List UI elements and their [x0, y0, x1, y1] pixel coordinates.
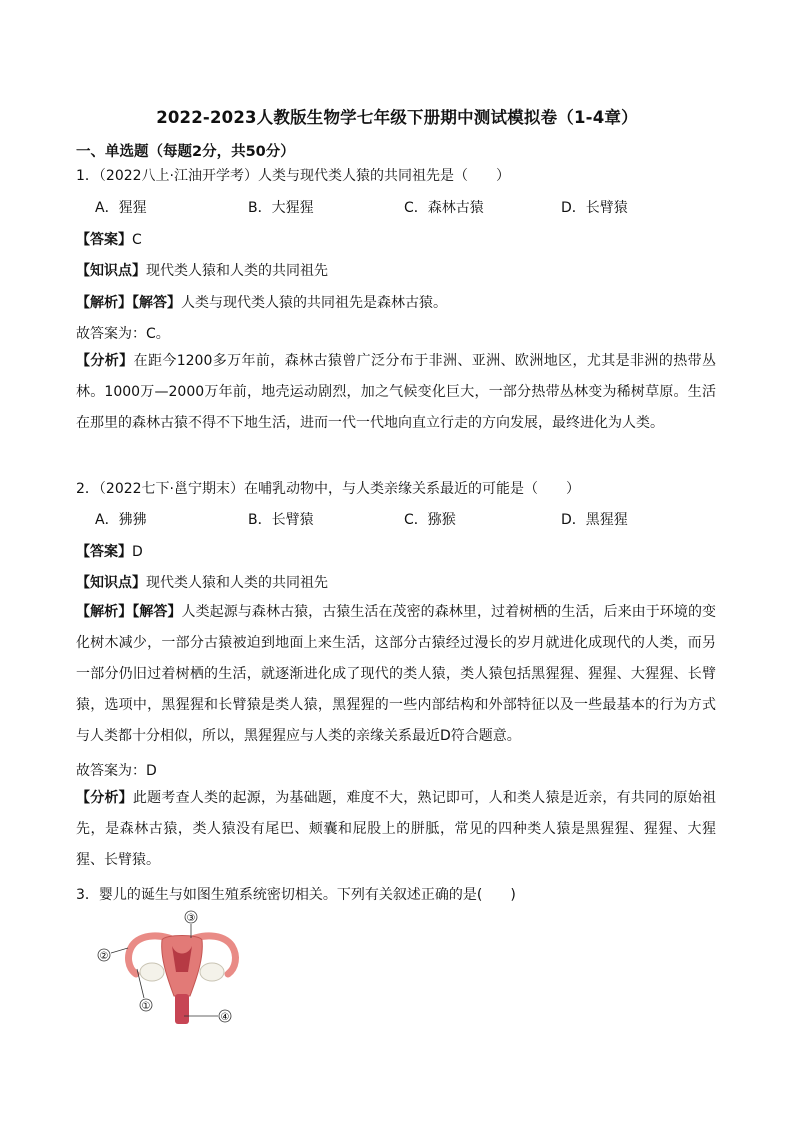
section-heading: 一、单选题（每题2分，共50分） — [76, 144, 295, 160]
answer-label: 【答案】 — [76, 232, 132, 248]
q2-conclusion: 故答案为：D — [76, 763, 157, 779]
page-title: 2022-2023人教版生物学七年级下册期中测试模拟卷（1-4章） — [156, 108, 638, 127]
comment-text: 此题考查人类的起源，为基础题，难度不大，熟记即可，人和类人猿是近亲，有共同的原始祖先，是森林古猿，类人猿没有尾巴、颊囊和屁股上的胼胝，常见的四种类人猿是黑猩猩、猩猩、大猩猩、长臂猿。 — [76, 790, 717, 868]
knowledge-label: 【知识点】 — [76, 263, 146, 279]
q2-comment — [76, 783, 716, 876]
knowledge-text: 现代类人猿和人类的共同祖先 — [146, 263, 328, 279]
q2-option-d: D．黑猩猩 — [561, 512, 628, 528]
q2-option-a: A．狒狒 — [95, 512, 147, 528]
analysis-label: 【解析】【解答】 — [76, 295, 181, 311]
q1-comment — [76, 346, 716, 439]
answer-value: D — [132, 544, 143, 560]
q1-option-c: C．森林古猿 — [404, 200, 484, 216]
question-1-stem: 1．（2022八上·江油开学考）人类与现代类人猿的共同祖先是（ ） — [76, 168, 510, 184]
figure-label-2: ② — [99, 951, 109, 962]
vagina — [175, 994, 189, 1024]
q1-knowledge — [76, 260, 328, 280]
right-ovary — [200, 963, 224, 981]
figure-label-3: ③ — [186, 913, 196, 924]
q1-option-d: D．长臂猿 — [561, 200, 628, 216]
answer-label: 【答案】 — [76, 544, 132, 560]
q1-analysis — [76, 292, 447, 312]
q2-analysis — [76, 597, 716, 752]
figure-label-1: ① — [141, 1001, 151, 1012]
comment-label: 【分析】 — [76, 790, 133, 806]
analysis-text: 人类与现代类人猿的共同祖先是森林古猿。 — [181, 295, 447, 311]
knowledge-label: 【知识点】 — [76, 575, 146, 591]
pointer-line-2 — [111, 948, 128, 953]
q2-option-b: B．长臂猿 — [248, 512, 314, 528]
q1-answer — [76, 229, 142, 249]
figure-label-4: ④ — [220, 1012, 230, 1023]
question-3-stem: 3．婴儿的诞生与如图生殖系统密切相关。下列有关叙述正确的是( ) — [76, 887, 516, 903]
q2-answer — [76, 541, 143, 561]
reproductive-system-diagram — [92, 906, 272, 1031]
q2-option-c: C．猕猴 — [404, 512, 456, 528]
answer-value: C — [132, 232, 142, 248]
comment-text: 在距今1200多万年前，森林古猿曾广泛分布于非洲、亚洲、欧洲地区，尤其是非洲的热带丛林。1000万—2000万年前，地壳运动剧烈，加之气候变化巨大，一部分热带丛林变为稀树草原。生活在那里的森林古猿不得不下地生活，进而一代一代地向直立行走的方向发展，最终进化为人类。 — [76, 353, 716, 431]
left-ovary — [140, 963, 164, 981]
knowledge-text: 现代类人猿和人类的共同祖先 — [146, 575, 328, 591]
analysis-text: 人类起源与森林古猿，古猿生活在茂密的森林里，过着树栖的生活，后来由于环境的变化树木减少，一部分古猿被迫到地面上来生活，这部分古猿经过漫长的岁月就进化成现代的人类，而另一部分仍旧过着树栖的生活，就逐渐进化成了现代的类人猿，类人猿包括黑猩猩、猩猩、大猩猩、长臂猿，选项中，黑猩猩和长臂猿是类人猿，黑猩猩的一些内部结构和外部特征以及一些最基本的行为方式与人类都十分相似，所以，黑猩猩应与人类的亲缘关系最近D符合题意。 — [76, 604, 717, 744]
comment-label: 【分析】 — [76, 353, 134, 369]
question-2-stem: 2．（2022七下·邕宁期末）在哺乳动物中，与人类亲缘关系最近的可能是（ ） — [76, 481, 580, 497]
q2-knowledge — [76, 572, 328, 592]
q1-option-a: A．猩猩 — [95, 200, 147, 216]
analysis-label: 【解析】【解答】 — [76, 604, 182, 620]
q1-option-b: B．大猩猩 — [248, 200, 314, 216]
q1-conclusion: 故答案为：C。 — [76, 326, 170, 342]
